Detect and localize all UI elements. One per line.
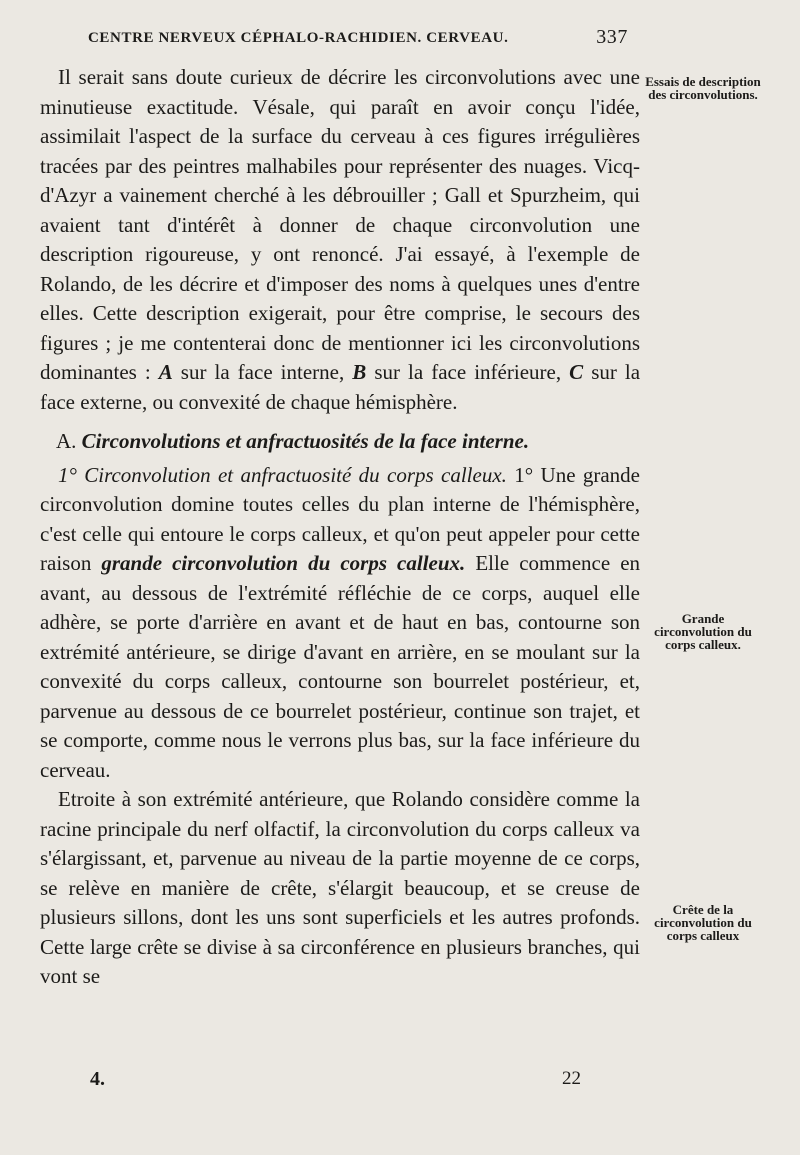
paragraph-corps-calleux: 1° Circonvolution et anfractuosité du corps calleux. 1° Une grande circonvolution domine toutes celles du plan interne de l'hémisphère, c'est celle qui entoure le corps calleux, et qu'on peut appeler pour cette raison grande circonvolution du corps calleux. Elle commence en avant, au dessous de l'extrémité réfléchie de ce corps, auquel elle adhère, se porte d'arrière en avant et de haut en bas, contourne son extrémité antérieure, se dirige d'avant en arrière, en se moulant sur la convexité du corps calleux, contourne son bourrelet postérieur, et, parvenue au dessous de ce bourrelet postérieur, continue son trajet, et se comporte, comme nous le verrons plus bas, sur la face inférieure du cerveau.: [40, 462, 641, 782]
section-title: Circonvolutions et anfractuosités de la face interne.: [81, 429, 530, 453]
label-c: C: [569, 360, 584, 384]
signature-mark: 4.: [90, 1068, 105, 1090]
margin-note-crete: Crête de la circonvolution du corps calleux: [654, 902, 752, 943]
label-b: B: [352, 360, 367, 384]
main-text: [40, 63, 640, 992]
term-grande-circonvolution: grande circonvolution du corps calleux.: [101, 551, 466, 575]
margin-note-grande-circonvolution: Grande circonvolution du corps calleux.: [654, 611, 752, 652]
running-title: CENTRE NERVEUX CÉPHALO-RACHIDIEN. CERVEAU.: [88, 30, 509, 46]
page-number: 337: [596, 26, 628, 48]
section-letter: A.: [56, 429, 77, 453]
label-a: A: [158, 360, 173, 384]
paragraph-intro: Il serait sans doute curieux de décrire les circonvolutions avec une minutieuse exactitude. Vésale, qui paraît en avoir conçu l'idée, assimilait l'aspect de la surface du cerveau à ces figures irrégulières tracées par des peintres malhabiles pour représenter des nuages. Vicq-d'Azyr a vainement cherché à les débrouiller ; Gall et Spurzheim, qui avaient tant d'intérêt à donner de chaque circonvolution une description rigoureuse, y ont renoncé. J'ai essayé, à l'exemple de Rolando, de les décrire et d'imposer des noms à quelques unes d'entre elles. Cette description exigerait, pour être comprise, le secours des figures ; je me contenterai donc de mentionner ici les circonvolutions dominantes : A sur la face interne, B sur la face inférieure, C sur la face externe, ou convexité de chaque hémisphère.: [40, 65, 641, 414]
subsection-title: 1° Circonvolution et anfractuosité du corps calleux.: [58, 462, 507, 487]
sheet-number: 22: [562, 1068, 581, 1089]
section-heading: [40, 427, 640, 457]
paragraph-crete: Etroite à son extrémité antérieure, que Rolando considère comme la racine principale du nerf olfactif, la circonvolution du corps calleux va s'élargissant, et, parvenue au niveau de la partie moyenne de ce corps, se relève en manière de crête, s'élargit beaucoup, et se creuse de plusieurs sillons, dont les uns sont superficiels et les autres profonds. Cette large crête se divise à sa circonférence en plusieurs branches, qui vont se: [40, 787, 640, 988]
margin-note-essais: Essais de description des circonvolutions.: [645, 74, 761, 102]
